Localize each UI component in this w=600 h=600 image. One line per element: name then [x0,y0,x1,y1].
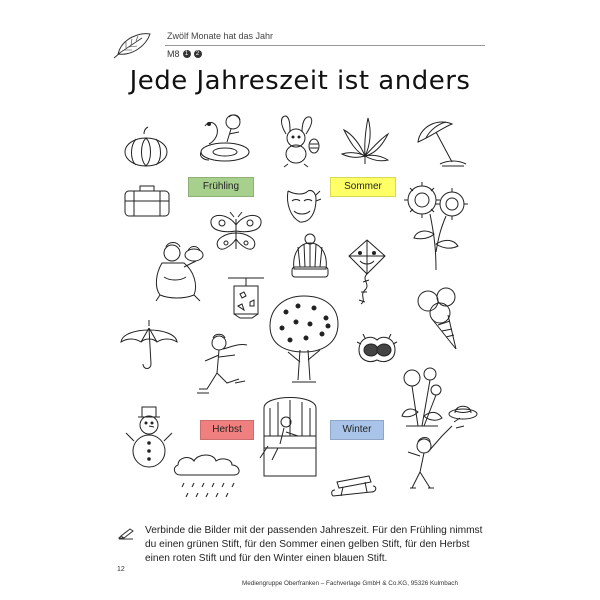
grandma-basket-icon[interactable] [150,237,208,303]
step-badge-2: 2 [194,50,202,58]
instruction-text: Verbinde die Bilder mit der passenden Jahreszeit. Für den Frühling nimmst du einen grünen Stift, für den Sommer einen gelben Stift, für den Herbst einen roten Stift und für den Winter einen blauen Stift. [145,525,483,564]
ice-skater-icon[interactable] [195,333,251,403]
wool-hat-icon[interactable] [288,233,332,283]
child-wind-hat-icon[interactable] [400,416,470,492]
worksheet-code: M8 [167,49,180,59]
season-label-fruehling[interactable]: Frühling [188,177,254,197]
lantern-icon[interactable] [226,276,266,320]
ice-cream-icon[interactable] [412,287,466,351]
season-label-herbst[interactable]: Herbst [200,420,254,440]
publisher-footer: Mediengruppe Oberfranken – Fachverlage GmbH & Co.KG, 95326 Kulmbach [242,580,458,587]
child-swim-ring-icon[interactable] [195,108,257,168]
season-label-sommer[interactable]: Sommer [330,177,396,197]
suitcase-icon[interactable] [122,183,172,219]
header-divider [165,45,485,46]
sunflower-icon[interactable] [400,178,472,272]
leaf-logo-icon [112,28,154,60]
snowman-icon[interactable] [124,405,176,469]
chestnuts-icon[interactable] [355,330,399,366]
season-label-winter[interactable]: Winter [330,420,384,440]
kite-icon[interactable] [343,238,389,306]
apple-tree-icon[interactable] [264,292,344,384]
umbrella-icon[interactable] [117,318,181,374]
page-number: 12 [117,566,125,573]
butterfly-icon[interactable] [208,211,264,253]
step-badge-1: 1 [183,50,191,58]
pumpkin-icon[interactable] [122,126,170,168]
sled-icon[interactable] [331,472,379,502]
beach-umbrella-icon[interactable] [412,116,470,168]
carnival-mask-icon[interactable] [282,187,322,225]
beach-chair-icon[interactable] [258,388,322,484]
header-code [167,49,202,59]
chestnut-leaf-icon[interactable] [340,116,390,166]
pencil-instruction-icon [118,527,134,539]
rain-cloud-icon[interactable] [170,453,246,501]
page-title: Jede Jahreszeit ist anders [129,66,471,96]
header-title: Zwölf Monate hat das Jahr [167,31,274,41]
easter-bunny-icon[interactable] [272,114,324,168]
